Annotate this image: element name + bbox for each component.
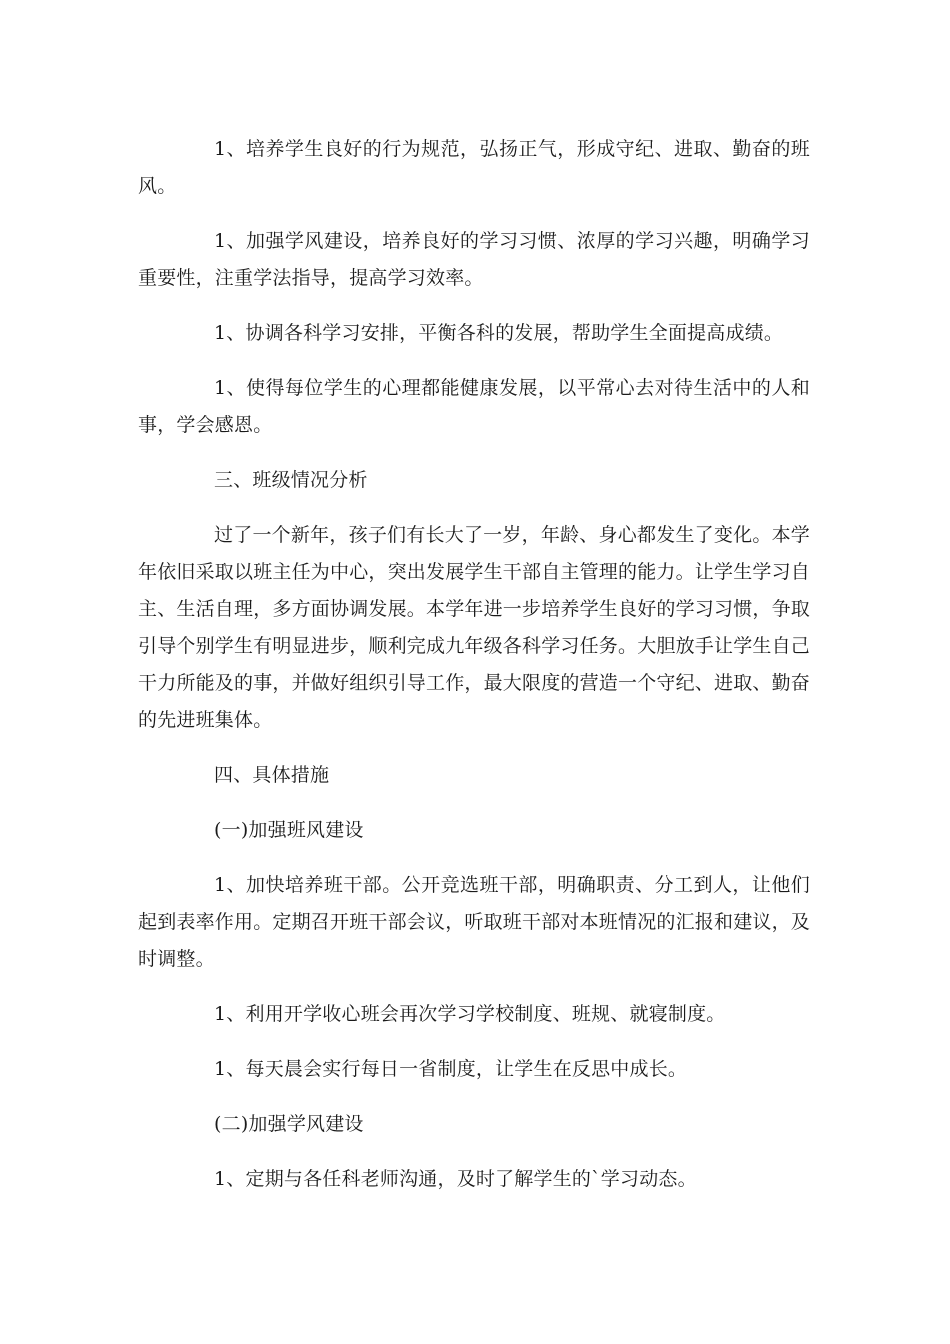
document-body [138, 131, 810, 1216]
paragraph-measure-teacher-communication: 1、定期与各任科老师沟通，及时了解学生的`学习动态。 [214, 1168, 697, 1190]
paragraph-goal-study-style: 1、加强学风建设，培养良好的学习习惯、浓厚的学习兴趣，明确学习重要性，注重学法指导，提高学习效率。 [138, 230, 810, 289]
paragraph-measure-class-cadres: 1、加快培养班干部。公开竞选班干部，明确职责、分工到人，让他们起到表率作用。定期召开班干部会议，听取班干部对本班情况的汇报和建议，及时调整。 [138, 874, 811, 970]
subheading-study-style: (二)加强学风建设 [214, 1113, 364, 1135]
paragraph-class-analysis: 过了一个新年，孩子们有长大了一岁，年龄、身心都发生了变化。本学年依旧采取以班主任为中心，突出发展学生干部自主管理的能力。让学生学习自主、生活自理，多方面协调发展。本学年进一步培养学生良好的学习习惯，争取引导个别学生有明显进步，顺利完成九年级各科学习任务。大胆放手让学生自己干力所能及的事，并做好组织引导工作，最大限度的营造一个守纪、进取、勤奋的先进班集体。 [138, 524, 811, 731]
paragraph-measure-daily-reflection: 1、每天晨会实行每日一省制度，让学生在反思中成长。 [214, 1058, 688, 1080]
paragraph-goal-class-spirit: 1、培养学生良好的行为规范，弘扬正气，形成守纪、进取、勤奋的班风。 [138, 138, 810, 197]
section-heading-class-analysis: 三、班级情况分析 [214, 469, 368, 491]
section-heading-measures: 四、具体措施 [214, 764, 330, 786]
paragraph-measure-rules-meeting: 1、利用开学收心班会再次学习学校制度、班规、就寝制度。 [214, 1003, 726, 1025]
paragraph-goal-mental-health: 1、使得每位学生的心理都能健康发展，以平常心去对待生活中的人和事，学会感恩。 [138, 377, 810, 436]
subheading-class-spirit: (一)加强班风建设 [214, 819, 364, 841]
paragraph-goal-balance-subjects: 1、协调各科学习安排，平衡各科的发展，帮助学生全面提高成绩。 [214, 322, 784, 344]
